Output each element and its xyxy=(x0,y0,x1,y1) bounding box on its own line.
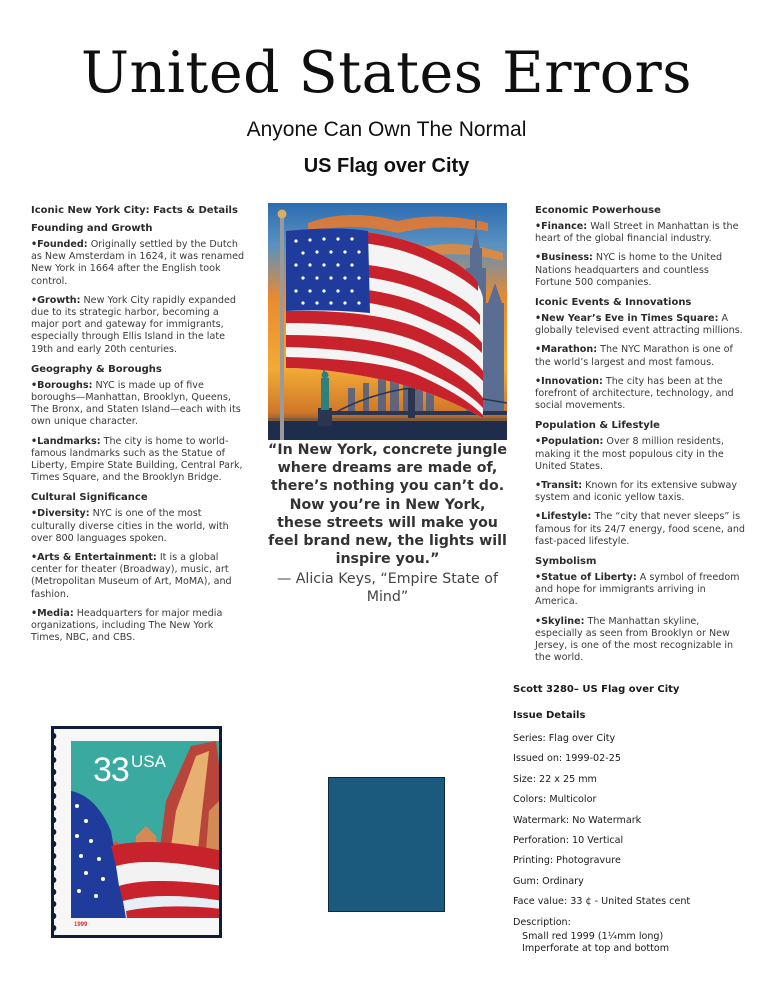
section-title: Symbolism xyxy=(535,556,597,568)
detail-watermark: Watermark: No Watermark xyxy=(513,814,642,826)
stamp-design xyxy=(71,741,222,918)
painting-illustration xyxy=(268,203,507,440)
fact-item: •Growth: New York City rapidly expanded due to its strategic harbor, becoming a major port and gateway for immigrants, especially through Ellis Island in the late 19th and early 20th centuries. xyxy=(31,294,236,355)
section-economy xyxy=(535,204,745,289)
fact-item: •Landmarks: The city is home to world-famous landmarks such as the Statue of Liberty, Empire State Building, Central Park, Times Square, and the Brooklyn Bridge. xyxy=(31,435,243,484)
section-title: Iconic Events & Innovations xyxy=(535,297,692,309)
section-geography xyxy=(31,363,246,485)
section-title: Cultural Significance xyxy=(31,492,148,504)
section-population xyxy=(535,419,745,548)
fact-item: •Population: Over 8 million residents, making it the most populous city in the United States. xyxy=(535,436,724,472)
detail-issued-on: Issued on: 1999-02-25 xyxy=(513,753,621,765)
page-title: United States Errors xyxy=(80,40,693,106)
detail-face-value: Face value: 33 ¢ - United States cent xyxy=(513,896,691,908)
scott-number: Scott 3280– US Flag over City xyxy=(513,684,680,695)
fact-item: •Business: NYC is home to the United Nations headquarters and countless Fortune 500 companies. xyxy=(535,252,723,288)
section-title: Economic Powerhouse xyxy=(535,205,661,216)
stamp-country: USA xyxy=(131,752,166,771)
section-symbolism xyxy=(535,555,745,664)
issue-details-panel xyxy=(513,680,763,956)
fact-item: •New Year’s Eve in Times Square: A globally televised event attracting millions. xyxy=(535,313,743,337)
detail-printing: Printing: Photogravure xyxy=(513,855,621,867)
description-line: Imperforate at top and bottom xyxy=(522,943,670,955)
detail-series: Series: Flag over City xyxy=(513,733,616,744)
left-facts-column xyxy=(31,204,246,651)
fact-item: •Transit: Known for its extensive subway system and iconic yellow taxis. xyxy=(535,480,738,504)
section-title: Founding and Growth xyxy=(31,223,153,234)
fact-item: •Finance: Wall Street in Manhattan is the heart of the global financial industry. xyxy=(535,221,739,245)
fact-item: •Lifestyle: The “city that never sleeps” is famous for its 24/7 energy, food scene, and fast-paced lifestyle. xyxy=(535,511,745,547)
section-culture xyxy=(31,491,246,644)
flag-city-painting xyxy=(268,203,507,440)
stamp-subject-title: US Flag over City xyxy=(303,155,470,177)
detail-perforation: Perforation: 10 Vertical xyxy=(513,834,624,846)
detail-size: Size: 22 x 25 mm xyxy=(513,773,597,785)
detail-colors: Colors: Multicolor xyxy=(513,794,597,806)
fact-item: •Founded: Originally settled by the Dutch as New Amsterdam in 1624, it was renamed New York in 1664 after the English took control. xyxy=(31,239,245,287)
stamp-denomination: 33 xyxy=(93,751,129,789)
tagline: Anyone Can Own The Normal xyxy=(246,118,527,141)
stamp-image xyxy=(51,726,222,938)
fact-item: •Statue of Liberty: A symbol of freedom and hope for immigrants arriving in America. xyxy=(535,572,740,608)
fact-item: •Arts & Entertainment: It is a global center for theater (Broadway), music, art (Metropolitan Museum of Art, MoMA), and fashion. xyxy=(31,552,232,600)
perforation-edge xyxy=(53,729,61,935)
section-title: Geography & Boroughs xyxy=(31,363,162,375)
stamp-year: 1999 xyxy=(74,922,88,928)
quote-attribution: — Alicia Keys, “Empire State of Mind” xyxy=(277,571,498,605)
facts-heading: Iconic New York City: Facts & Details xyxy=(31,205,238,216)
fact-item: •Diversity: NYC is one of the most culturally diverse cities in the world, with over 800 languages spoken. xyxy=(31,508,229,544)
color-swatch xyxy=(328,777,445,912)
fact-item: •Boroughs: NYC is made up of five boroughs—Manhattan, Brooklyn, Queens, The Bronx, and Staten Island—each with its own unique character. xyxy=(31,379,241,428)
issue-details-heading: Issue Details xyxy=(513,710,586,721)
section-events xyxy=(535,296,745,412)
song-quote: “In New York, concrete jungle where dreams are made of, there’s nothing you can’t do. Now you’re in New York, these streets will make you feel brand new, the lights will inspire you.” xyxy=(268,442,507,568)
fact-item: •Innovation: The city has been at the forefront of architecture, technology, and social movements. xyxy=(535,375,734,412)
section-founding xyxy=(31,222,246,356)
right-facts-column xyxy=(535,204,745,671)
detail-gum: Gum: Ordinary xyxy=(513,875,584,887)
section-title: Population & Lifestyle xyxy=(535,420,660,432)
fact-item: •Marathon: The NYC Marathon is one of the world’s largest and most famous. xyxy=(535,344,733,368)
fact-item: •Media: Headquarters for major media organizations, including The New York Times, NBC, and CBS. xyxy=(31,607,223,644)
detail-description-label: Description: xyxy=(513,916,571,928)
description-line: Small red 1999 (1¼mm long) xyxy=(522,930,664,942)
fact-item: •Skyline: The Manhattan skyline, especially as seen from Brooklyn or New Jersey, is one of the most recognizable in the world. xyxy=(535,615,734,664)
